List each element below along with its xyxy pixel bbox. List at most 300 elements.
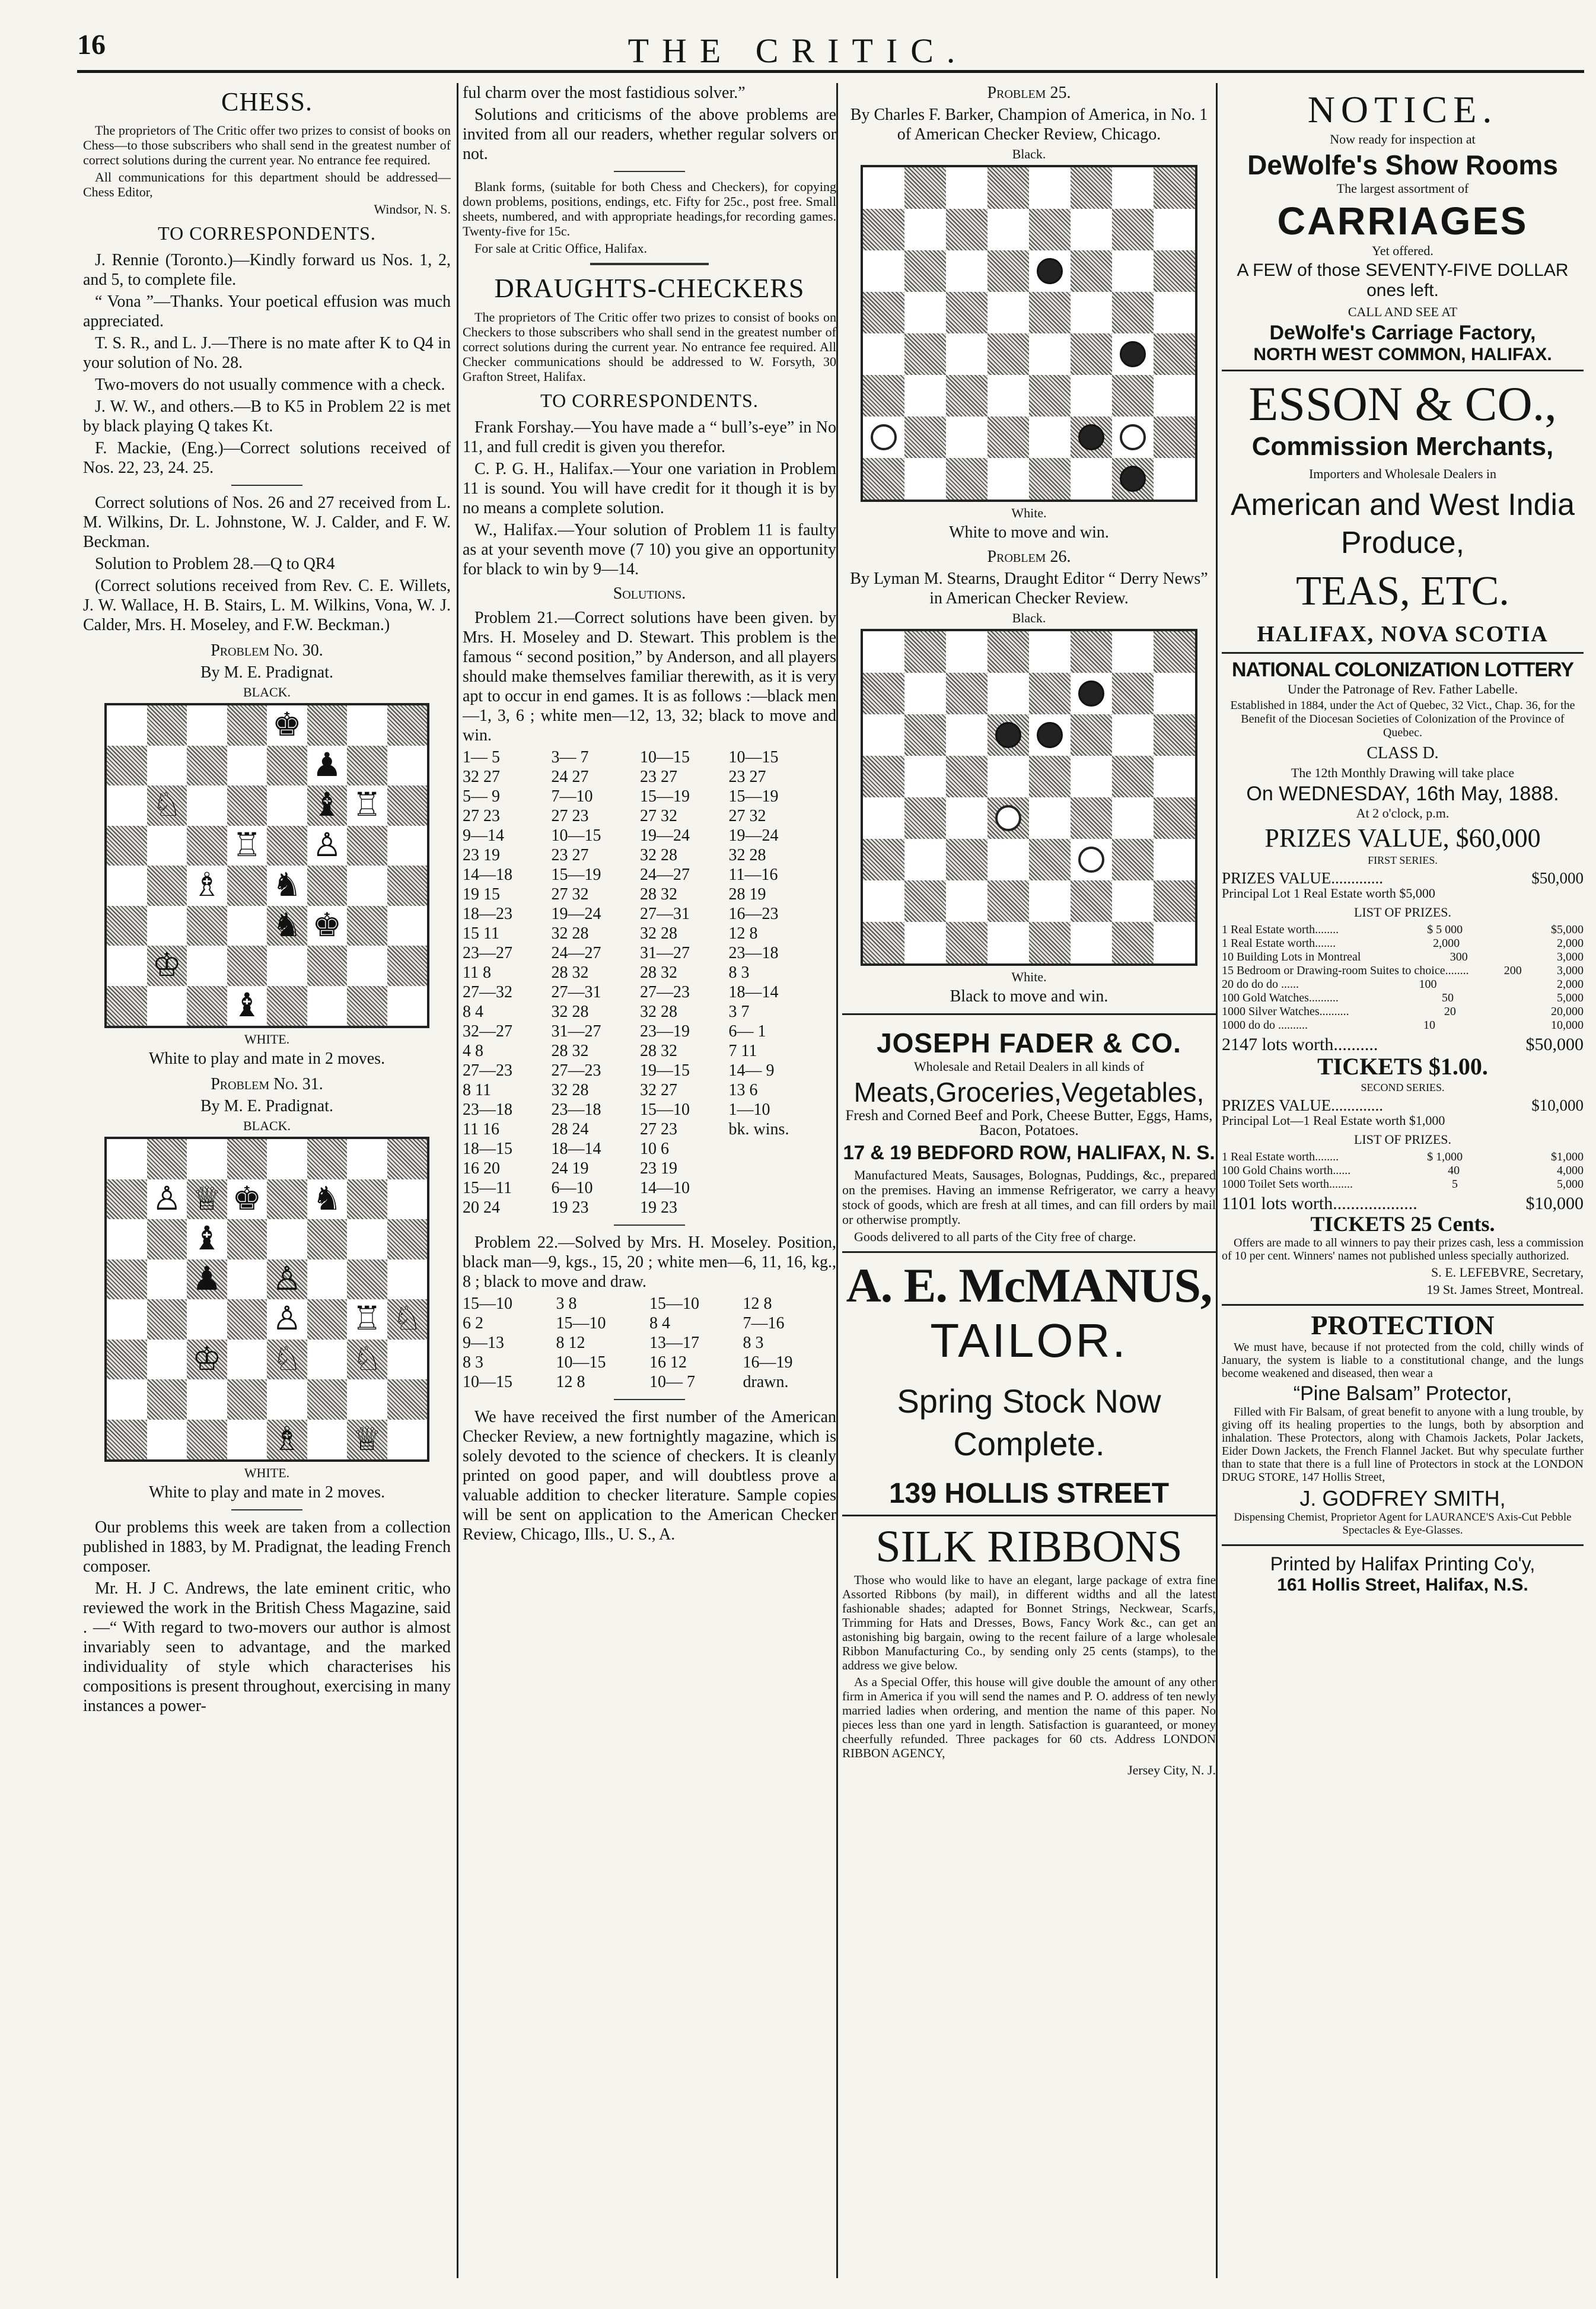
prize-unit-value: 40 (1448, 1164, 1460, 1177)
light-square (147, 1340, 187, 1380)
light-square (1029, 416, 1071, 458)
dark-square (1154, 416, 1195, 458)
esson-commission: Commission Merchants, (1251, 432, 1554, 461)
move-cell: 27 32 (640, 807, 678, 825)
dark-square (387, 946, 428, 986)
black-checker-icon (995, 722, 1022, 749)
dark-square (1071, 797, 1112, 839)
light-square (307, 1260, 348, 1300)
light-square (147, 826, 187, 866)
light-square (1112, 631, 1154, 673)
problem-30-author: By M. E. Pradignat. (200, 663, 333, 682)
move-cell: 14—10 (640, 1179, 690, 1197)
moves-row (463, 1353, 836, 1372)
dark-square (946, 922, 987, 963)
problem-26-title: Problem 26. (987, 548, 1071, 566)
moves-row (463, 845, 836, 865)
dewolfe-assortment: The largest assortment of (1336, 181, 1469, 196)
black-king-icon: ♚ (272, 706, 302, 745)
prize-label: 1000 Toilet Sets worth........ (1222, 1178, 1353, 1191)
light-square (904, 292, 946, 333)
move-cell: 27—31 (640, 905, 690, 923)
dark-square (946, 209, 987, 250)
white-pawn-icon: ♙ (312, 826, 342, 864)
move-cell: 4 8 (463, 1042, 483, 1060)
white-pawn-icon: ♙ (272, 1260, 302, 1298)
criticisms-paragraph: Solutions and criticisms of the above problems are invited from all our readers, whether regular solvers or not. (463, 106, 836, 163)
light-square (267, 785, 307, 826)
prize-label: 1 Real Estate worth........ (1222, 1150, 1339, 1163)
move-cell (729, 1198, 836, 1217)
dark-square (227, 1139, 267, 1179)
black-checker-icon (1120, 341, 1146, 368)
white-king-icon: ♔ (192, 1340, 222, 1378)
dewolfe-address: NORTH WEST COMMON, HALIFAX. (1253, 345, 1552, 364)
moves-row (463, 1100, 836, 1119)
lottery-prizes-value: PRIZES VALUE, $60,000 (1264, 823, 1541, 853)
dark-square (1029, 673, 1071, 714)
move-cell: 6—10 (551, 1179, 593, 1197)
prize-row (1222, 937, 1584, 950)
problem-25-white-label: White. (1011, 505, 1047, 520)
first-series-total-amount: $50,000 (1525, 1035, 1584, 1054)
dark-square (187, 746, 227, 786)
prize-total: 3,000 (1557, 950, 1584, 963)
light-square (946, 797, 987, 839)
problem-30-black-label: BLACK. (243, 685, 291, 699)
move-cell: 19 23 (551, 1198, 589, 1217)
ad-silk-ribbons (842, 1516, 1216, 1777)
lottery-second-series: SECOND SERIES. (1361, 1082, 1445, 1093)
column-rule (836, 83, 838, 2278)
light-square (863, 250, 904, 292)
black-pawn-icon: ♟ (312, 746, 342, 784)
moves-row (463, 1372, 836, 1392)
dark-square (307, 866, 348, 906)
chess-intro: The proprietors of The Critic offer two prizes to consist of books on Chess—to those subscribers who shall send in the greatest number of correct solutions during the current year. No entrance fee required. (83, 123, 451, 167)
first-series-total-row (1222, 1037, 1584, 1052)
light-square (107, 1379, 147, 1420)
dark-square (147, 705, 187, 746)
light-square (1154, 458, 1195, 500)
correspondent-note: J. Rennie (Toronto.)—Kindly forward us Nos. 1, 2, and 5, to complete file. (83, 251, 451, 289)
correspondents-heading: TO CORRESPONDENTS. (540, 390, 759, 411)
moves-row (463, 865, 836, 885)
move-cell: 10—15 (728, 748, 779, 767)
dark-square (1112, 839, 1154, 880)
moves-row (463, 1022, 836, 1041)
dark-square (227, 1299, 267, 1340)
light-square (147, 1420, 187, 1460)
move-cell: 7—16 (743, 1314, 785, 1332)
light-square (187, 785, 227, 826)
checker-review-paragraph: We have received the first number of the American Checker Review, a new fortnightly magazine, which is solely devoted to the science of checkers. It is cleanly printed on good paper, and will doubtless prove a valuable addition to checker literature. Sample copies will be sent on application to the American Checker Review, Chicago, Ills., U. S., A. (463, 1408, 836, 1544)
lottery-first-series: FIRST SERIES. (1368, 854, 1438, 866)
dark-square (1029, 458, 1071, 500)
moves-row (463, 904, 836, 924)
dark-square (1154, 167, 1195, 209)
move-cell: 12 8 (556, 1373, 585, 1391)
light-square (904, 209, 946, 250)
moves-row (463, 885, 836, 904)
move-cell: 28 24 (551, 1120, 589, 1138)
dark-square (1154, 631, 1195, 673)
light-square (1112, 714, 1154, 756)
light-square (904, 756, 946, 797)
second-series-prize-list (1222, 1150, 1584, 1191)
moves-row (463, 1061, 836, 1080)
move-cell: 11 16 (463, 1120, 499, 1138)
light-square (1112, 797, 1154, 839)
prize-row (1222, 1164, 1584, 1178)
prize-row (1222, 1150, 1584, 1164)
move-cell (729, 1159, 836, 1178)
prize-row (1222, 978, 1584, 991)
dark-square (1029, 922, 1071, 963)
moves-row (463, 1139, 836, 1159)
fader-subtitle: Wholesale and Retail Dealers in all kinds of (914, 1059, 1144, 1074)
light-square (107, 1139, 147, 1179)
prize-row (1222, 950, 1584, 964)
light-square (147, 1179, 187, 1220)
move-cell: 27 23 (551, 807, 589, 825)
light-square (1071, 375, 1112, 416)
masthead: THE CRITIC. (627, 31, 969, 70)
correspondent-note: Frank Forshay.—You have made a “ bull’s-eye” in No 11, and full credit is given you therefor. (463, 418, 836, 456)
white-knight-icon: ♘ (352, 1340, 382, 1378)
prize-label: 10 Building Lots in Montreal (1222, 950, 1361, 963)
dark-square (227, 785, 267, 826)
move-cell: 27 23 (640, 1120, 678, 1138)
second-series-total-row (1222, 1196, 1584, 1211)
silk-text-offer: As a Special Offer, this house will give double the amount of any other firm in America if you will send the names and P. O. address of ten newly married ladies when ordering, and mention the name of this paper. No pieces less than one yard in length. Satisfaction is guaranteed, or money cheerfully refunded. Three packages for 60 cts. Address LONDON RIBBON AGENCY, (842, 1675, 1216, 1760)
dark-square (946, 839, 987, 880)
column-problems-ads (842, 83, 1216, 2278)
esson-location: HALIFAX, NOVA SCOTIA (1257, 622, 1549, 647)
silk-text: Those who would like to have an elegant, large package of extra fine Assorted Ribbons (by mail), in different widths and all the latest fashionable shades; adapted for Bonnet Strings, Neckwear, Scarfs, Trimming for Hats and Dresses, Bows, Fancy Work &c., can get an astonishing big bargain, owing to the recent failure of a large wholesale Ribbon Manufacturing Co., by sending only 25 cents (stamps), to the address we give below. (842, 1573, 1216, 1672)
moves-row (463, 963, 836, 982)
white-king-icon: ♔ (152, 946, 182, 985)
move-cell: 19—24 (551, 905, 601, 923)
silk-city: Jersey City, N. J. (1127, 1763, 1216, 1777)
light-square (904, 375, 946, 416)
black-checker-icon (1078, 424, 1105, 451)
move-cell: 32 28 (551, 1003, 589, 1021)
move-cell: 9—13 (463, 1334, 504, 1352)
light-square (987, 839, 1029, 880)
white-bishop-icon: ♗ (272, 1420, 302, 1458)
black-bishop-icon: ♝ (192, 1220, 222, 1258)
dark-square (107, 1179, 147, 1220)
light-square (267, 705, 307, 746)
move-cell: 15—10 (556, 1314, 606, 1332)
dark-square (227, 866, 267, 906)
move-cell: 24—27 (551, 944, 601, 962)
dark-square (107, 826, 147, 866)
dark-square (1029, 756, 1071, 797)
first-series-principal (1222, 886, 1584, 901)
light-square (387, 1420, 428, 1460)
move-cell: 12 8 (728, 924, 758, 943)
light-square (107, 866, 147, 906)
move-cell: 10—15 (556, 1353, 606, 1372)
second-series-value-row (1222, 1098, 1584, 1113)
lottery-secretary-address: 19 St. James Street, Montreal. (1426, 1282, 1584, 1297)
problem-26-author: By Lyman M. Stearns, Draught Editor “ Derry News” in American Checker Review. (850, 570, 1208, 608)
moves-row (463, 787, 836, 806)
move-cell: 8 11 (463, 1081, 491, 1099)
light-square (904, 673, 946, 714)
second-series-tickets: TICKETS 25 Cents. (1310, 1212, 1495, 1236)
move-cell: 27 32 (728, 807, 766, 825)
prize-row (1222, 964, 1584, 978)
dark-square (904, 333, 946, 375)
first-series-list-heading: LIST OF PRIZES. (1353, 905, 1451, 920)
prize-unit-value: 300 (1450, 950, 1468, 963)
light-square (1154, 839, 1195, 880)
move-cell: 15—10 (640, 1101, 690, 1119)
problem-30-white-label: WHITE. (244, 1032, 290, 1047)
problem-26-caption: Black to move and win. (950, 987, 1108, 1006)
light-square (946, 250, 987, 292)
move-cell: 27—23 (551, 1061, 601, 1080)
prize-label: 1000 Silver Watches.......... (1222, 1005, 1349, 1018)
dark-square (904, 631, 946, 673)
dark-square (347, 986, 387, 1026)
move-cell: 12 8 (743, 1295, 772, 1313)
light-square (267, 1139, 307, 1179)
dark-square (863, 375, 904, 416)
dark-square (1071, 880, 1112, 922)
move-cell: 31—27 (640, 944, 690, 962)
light-square (187, 1299, 227, 1340)
move-cell: 28 32 (640, 885, 678, 904)
move-cell: 11—16 (728, 866, 778, 884)
dark-square (987, 250, 1029, 292)
dark-square (107, 746, 147, 786)
dewolfe-factory: DeWolfe's Carriage Factory, (1269, 322, 1536, 344)
light-square (1029, 167, 1071, 209)
dark-square (307, 1299, 348, 1340)
dark-square (187, 1179, 227, 1220)
light-square (904, 839, 946, 880)
dark-square (387, 1219, 428, 1260)
dark-square (347, 1420, 387, 1460)
move-cell: 1— 5 (463, 748, 500, 767)
dark-square (863, 209, 904, 250)
light-square (387, 1260, 428, 1300)
dark-square (187, 1340, 227, 1380)
move-cell: 14—18 (463, 866, 512, 884)
light-square (1029, 714, 1071, 756)
dark-square (863, 756, 904, 797)
correspondent-note: F. Mackie, (Eng.)—Correct solutions received of Nos. 22, 23, 24. 25. (83, 439, 451, 477)
dark-square (227, 705, 267, 746)
correspondent-note: Two-movers do not usually commence with a check. (95, 376, 445, 394)
light-square (1154, 756, 1195, 797)
move-cell: 8 3 (743, 1334, 764, 1352)
prize-label: 1000 do do .......... (1222, 1019, 1308, 1032)
move-cell: 18—23 (463, 905, 512, 923)
move-cell: 13—17 (649, 1334, 699, 1352)
move-cell: 24—27 (640, 866, 690, 884)
black-pawn-icon: ♟ (192, 1260, 222, 1298)
prize-unit-value: $ 1,000 (1427, 1150, 1463, 1163)
light-square (1112, 333, 1154, 375)
move-cell: 10—15 (640, 748, 690, 767)
light-square (267, 1299, 307, 1340)
moves-row (463, 924, 836, 943)
moves-row (463, 1041, 836, 1061)
white-bishop-icon: ♗ (192, 866, 222, 905)
light-square (946, 416, 987, 458)
correspondents-heading: TO CORRESPONDENTS. (158, 222, 376, 244)
dark-square (1071, 631, 1112, 673)
lottery-drawing: The 12th Monthly Drawing will take place (1291, 765, 1515, 780)
second-series-list-heading: LIST OF PRIZES. (1353, 1132, 1451, 1147)
dark-square (1154, 333, 1195, 375)
first-series-value-amount: $50,000 (1531, 869, 1584, 887)
divider (614, 171, 685, 172)
problem-22-moves-table (463, 1294, 836, 1392)
light-square (987, 756, 1029, 797)
dark-square (187, 826, 227, 866)
correspondent-note: J. W. W., and others.—B to K5 in Problem 22 is met by black playing Q takes Kt. (83, 397, 451, 435)
dark-square (307, 705, 348, 746)
dark-square (227, 1219, 267, 1260)
dark-square (387, 1379, 428, 1420)
moves-row (463, 1198, 836, 1217)
light-square (1071, 292, 1112, 333)
second-series-total-label: 1101 lots worth................... (1222, 1194, 1417, 1213)
light-square (387, 1179, 428, 1220)
light-square (347, 1379, 387, 1420)
move-cell: 23—19 (640, 1022, 690, 1041)
dewolfe-showrooms: DeWolfe's Show Rooms (1247, 150, 1558, 180)
light-square (1112, 167, 1154, 209)
move-cell: 28 32 (551, 1042, 589, 1060)
move-cell: 19—24 (640, 826, 690, 845)
light-square (107, 705, 147, 746)
light-square (267, 1219, 307, 1260)
protection-heading: PROTECTION (1311, 1310, 1495, 1340)
dark-square (307, 1219, 348, 1260)
light-square (187, 946, 227, 986)
dark-square (946, 292, 987, 333)
lottery-secretary: S. E. LEFEBVRE, Secretary, (1431, 1265, 1584, 1280)
column-rule (1216, 83, 1218, 2278)
light-square (863, 333, 904, 375)
light-square (1029, 250, 1071, 292)
light-square (347, 946, 387, 986)
column-draughts (463, 83, 836, 2278)
dark-square (387, 785, 428, 826)
problem-25-caption: White to move and win. (949, 523, 1109, 542)
prize-row (1222, 1005, 1584, 1019)
dark-square (267, 1340, 307, 1380)
light-square (267, 946, 307, 986)
dark-square (904, 250, 946, 292)
dark-square (347, 1260, 387, 1300)
move-cell: bk. wins. (728, 1120, 789, 1138)
dark-square (347, 826, 387, 866)
divider (614, 1225, 685, 1226)
white-knight-icon: ♘ (272, 1340, 302, 1378)
column-advertisements (1222, 83, 1584, 2278)
prize-total: $1,000 (1551, 1150, 1584, 1163)
dark-square (863, 292, 904, 333)
light-square (863, 416, 904, 458)
light-square (863, 167, 904, 209)
fader-text-delivery: Goods delivered to all parts of the City free of charge. (854, 1229, 1136, 1244)
move-cell: 23—18 (463, 1101, 512, 1119)
dark-square (863, 839, 904, 880)
problem-31-black-label: BLACK. (243, 1118, 291, 1133)
chess-address: All communications for this department should be addressed— Chess Editor, (83, 170, 451, 199)
dark-square (904, 714, 946, 756)
prize-unit-value: 50 (1441, 991, 1454, 1004)
prize-unit-value: 20 (1444, 1005, 1456, 1018)
move-cell: 18—14 (728, 983, 779, 1001)
solution-28-detail: (Correct solutions received from Rev. C. E. Willets, J. W. Wallace, H. B. Stairs, L. M. Wilkins, Vona, W. J. Calder, Mrs. H. Moseley, and F.W. Beckman.) (83, 577, 451, 634)
light-square (347, 1299, 387, 1340)
dark-square (187, 1420, 227, 1460)
move-cell: 3— 7 (551, 748, 589, 767)
move-cell: 27—32 (463, 983, 512, 1001)
problems-paragraph: Our problems this week are taken from a collection published in 1883, by M. Pradignat, the leading French composer. (83, 1518, 451, 1576)
solution-28: Solution to Problem 28.—Q to QR4 (95, 555, 335, 573)
move-cell: 3 7 (728, 1003, 750, 1021)
move-cell: 1—10 (728, 1101, 770, 1119)
moves-row (463, 748, 836, 767)
dark-square (946, 375, 987, 416)
move-cell: 19 23 (640, 1198, 678, 1217)
blank-forms-paragraph: Blank forms, (suitable for both Chess and Checkers), for copying down problems, positions, endings, etc. Fifty for 25c., post free. Small sheets, numbered, and with appropriate headings,for recording games. Twenty-five for 15c. (463, 179, 836, 238)
white-rook-icon: ♖ (352, 1300, 382, 1338)
move-cell: 27 23 (463, 807, 500, 825)
light-square (863, 714, 904, 756)
move-cell: 28 19 (728, 885, 766, 904)
godfrey-dispensing: Dispensing Chemist, Proprietor Agent for LAURANCE'S Axis-Cut Pebble Spectacles & Eye-Glasses. (1234, 1511, 1572, 1537)
problem-25-author: By Charles F. Barker, Champion of America, in No. 1 of American Checker Review, Chicago. (850, 106, 1208, 144)
dark-square (1071, 167, 1112, 209)
dark-square (1029, 292, 1071, 333)
dark-square (1112, 922, 1154, 963)
prize-label: 100 Gold Chains worth...... (1222, 1164, 1351, 1177)
chess-heading: CHESS. (221, 87, 313, 116)
move-cell: 32 28 (640, 924, 678, 943)
light-square (267, 866, 307, 906)
move-cell (729, 1139, 836, 1159)
white-knight-icon: ♘ (152, 786, 182, 825)
move-cell: 16—23 (728, 905, 779, 923)
move-cell: 8 4 (463, 1003, 483, 1021)
move-cell: 19—24 (728, 826, 779, 845)
move-cell: 15—19 (551, 866, 601, 884)
second-series-principal (1222, 1113, 1584, 1128)
ad-esson (1222, 371, 1584, 654)
moves-row (463, 1119, 836, 1139)
white-checker-icon (1120, 424, 1146, 451)
move-cell: 10 6 (640, 1140, 670, 1158)
move-cell: 28 32 (640, 1042, 678, 1060)
dark-square (904, 797, 946, 839)
light-square (187, 1379, 227, 1420)
dark-square (1112, 673, 1154, 714)
move-cell: 3 8 (556, 1295, 577, 1313)
dark-square (987, 714, 1029, 756)
divider (590, 263, 709, 265)
